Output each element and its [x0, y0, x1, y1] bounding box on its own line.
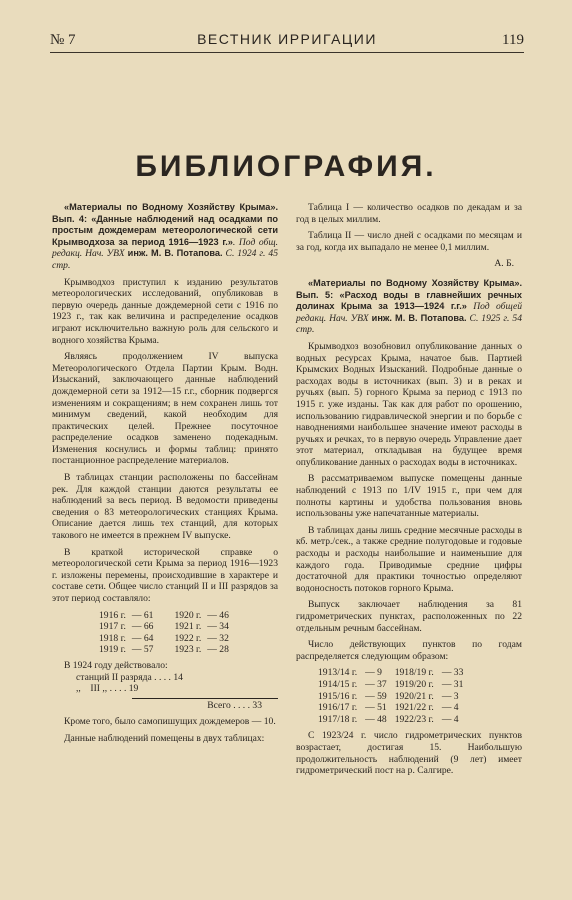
- table-cell: 1921/22 г.: [394, 702, 434, 714]
- table-cell: 1920 г.: [174, 609, 202, 621]
- table-row: [96, 633, 232, 645]
- table-cell: 1918 г.: [99, 632, 126, 644]
- table-cell: 1923 г.: [174, 644, 202, 656]
- table-cell: — 51: [365, 702, 387, 714]
- paragraph: В таблицах даны лишь средние месячные расходы в кб. метр./сек., а также средние полугодовые и годовые расходы и расходы наибольшие и наименьшие для каждого года. Приводимые средние цифры достаточной для практики точностью определяют водоносность потоков горного Крыма.: [296, 524, 522, 594]
- entry-2-title: «Материалы по Водному Хозяйству Крыма». Вып. 5: «Расход воды в главнейших речных долинах Крыма за 1913—1924 г.г.»: [296, 277, 522, 312]
- paragraph: Данные наблюдений помещены в двух таблицах:: [64, 732, 265, 744]
- table-row: [316, 714, 469, 726]
- table-cell: 1919 г.: [99, 644, 126, 656]
- table-cell: 1922/23 г.: [394, 713, 434, 725]
- table-row: [96, 621, 232, 633]
- stations-1924-heading: В 1924 году действовало:: [64, 659, 168, 671]
- journal-title: ВЕСТНИК ИРРИГАЦИИ: [197, 31, 377, 47]
- bibliography-entry-2: [296, 278, 522, 336]
- table-cell: 1922 г.: [174, 632, 202, 644]
- table-cell: — 4: [441, 702, 459, 714]
- table-cell: 1915/16 г.: [318, 690, 358, 702]
- left-column: [52, 202, 278, 750]
- table-cell: — 31: [441, 678, 464, 690]
- paragraph: Выпуск заключает наблюдения за 81 гидрометрических пунктах, расположенных по 22 отдельным речным бассейнам.: [296, 599, 522, 634]
- table-row: [316, 702, 469, 714]
- table-cell: 1913/14 г.: [318, 667, 358, 679]
- table-cell: — 9: [365, 667, 382, 679]
- table-cell: — 64: [131, 632, 154, 644]
- section-title: БИБЛИОГРАФИЯ.: [135, 150, 437, 183]
- issue-number: № 7: [50, 32, 76, 48]
- table-row: [316, 679, 469, 691]
- table-cell: 1919/20 г.: [394, 678, 434, 690]
- paragraph: Являясь продолжением IV выпуска Метеорологического Отдела Партии Крым. Водн. Изысканий, заключающего данные наблюдений дождемерной сети за 1912—15 г.г., сборник подвергся изменениям и сокращениям; в нем сохранен лишь тот минимум сведений, какой необходим для практических целей. Прежнее посуточное распределение осадков заменено подекадным. Изменения коснулись и формы таблиц: принято постанционное распределение материалов.: [52, 351, 278, 467]
- table-cell: — 61: [131, 609, 154, 621]
- table-cell: 1917/18 г.: [318, 713, 358, 725]
- entry-1-title: «Материалы по Водному Хозяйству Крыма». Вып. 4: «Данные наблюдений над осадками по простым дождемерам метеорологической сети Крымводхоза за период 1916—1923 г.»: [52, 202, 278, 247]
- table-cell: — 28: [207, 644, 229, 656]
- table-cell: — 59: [365, 690, 387, 702]
- table-cell: — 46: [207, 609, 229, 621]
- paragraph: Крымводхоз возобновил опубликование данных о водных ресурсах Крыма, начатое быв. Партией Крымских Водных Изысканий. Подробные данные о расходах воды в источниках (вып. 3) и в реках и ручьях (вып. 5) горного Крыма за период с 1913 по 1915 г. уже изданы. Так как для работ по орошению, использованию гидравлической энергии и по борьбе с наводнениями наибольшее значение имеют расходы в ручьях и речках, то в первую очередь Управление дает этот материал, откладывая на будущее время опубликование данных о расходах воды в источниках.: [296, 340, 522, 468]
- table-row: [96, 644, 232, 656]
- paragraph: В краткой исторической справке о метеорологической сети Крыма за период 1916—1923 г. изложены перемены, происходившие в характере и составе сети. Общее число станций II и III разрядов за этот период составляло:: [52, 546, 278, 604]
- table-cell: — 48: [365, 713, 387, 725]
- table-cell: — 3: [441, 690, 459, 702]
- table-cell: — 4: [441, 713, 459, 725]
- right-column: [296, 202, 522, 782]
- stations-class-3: ,, III ,, . . . . 19: [76, 683, 139, 695]
- table-cell: 1916 г.: [99, 609, 126, 621]
- table-cell: 1917 г.: [99, 621, 126, 633]
- gauging-points-by-year-table: [316, 667, 469, 725]
- table-cell: 1916/17 г.: [318, 702, 358, 714]
- table-row: [96, 610, 232, 622]
- table-cell: 1918/19 г.: [394, 667, 434, 679]
- table-cell: — 57: [131, 644, 154, 656]
- table-cell: — 34: [207, 621, 229, 633]
- page-header: [50, 28, 524, 53]
- paragraph: Кроме того, было самопишущих дождемеров — 10.: [64, 716, 276, 728]
- bibliography-entry-1: [52, 202, 278, 272]
- entry-1-editor: . Под общ. редакц. Нач. УВХ: [52, 236, 278, 260]
- table-cell: 1920/21 г.: [394, 690, 434, 702]
- table-cell: 1921 г.: [174, 621, 202, 633]
- table-cell: 1914/15 г.: [318, 678, 358, 690]
- table-cell: — 33: [441, 667, 464, 679]
- entry-2-editor-name: инж. М. В. Потапова.: [368, 312, 467, 323]
- table-row: [316, 691, 469, 703]
- table-row: [316, 667, 469, 679]
- paragraph: В таблицах станции расположены по бассейнам рек. Для каждой станции даются результаты ее наблюдений за весь период. В ведомости приведены сведения о 83 метеорологических станциях Крыма. Описание дается лишь тех станций, для которых такового не имеется в прежнем IV выпуске.: [52, 472, 278, 542]
- paragraph: Крымводхоз приступил к изданию результатов метеорологических исследований, опубликовав в первую очередь данные дождемерной сети с 1916 по 1923 г., так как величина и распределение осадков играют исключительно важную роль для сельского и водного хозяйства Крыма.: [52, 276, 278, 346]
- stations-by-year-table: [96, 610, 232, 656]
- table-cell: — 37: [365, 678, 387, 690]
- paragraph: С 1923/24 г. число гидрометрических пунктов возрастает, достигая 15. Наибольшую продолжительность наблюдений (9 лет) имеет гидрометрический пост на р. Салгире.: [296, 730, 522, 777]
- entry-2-editor: Под общей редакц. Нач. УВХ: [296, 301, 522, 324]
- table-cell: — 32: [207, 632, 229, 644]
- author-initials: А. Б.: [494, 258, 514, 270]
- entry-2-pub-info: С. 1925 г. 54 стр.: [296, 312, 522, 336]
- entry-1-editor-name: инж. М. В. Потапова.: [124, 248, 223, 259]
- stations-total: Всего . . . . 33: [132, 698, 278, 712]
- paragraph: Таблица II — число дней с осадками по месяцам и за год, когда их выпадало не менее 0,1 миллим.: [296, 230, 522, 253]
- page-number: 119: [502, 32, 524, 48]
- paragraph: Таблица I — количество осадков по декадам и за год в целых миллим.: [296, 202, 522, 225]
- entry-1-pub-info: С. 1924 г. 45 стр.: [52, 248, 278, 271]
- paragraph: В рассматриваемом выпуске помещены данные наблюдений с 1913 по 1/IV 1915 г., при чем для полноты картины и удобства пользования вновь использованы уже напечатанные материалы.: [296, 473, 522, 520]
- stations-class-2: станций II разряда . . . . 14: [76, 671, 183, 683]
- table-cell: — 66: [131, 621, 154, 633]
- paragraph: Число действующих пунктов по годам распределяется следующим образом:: [296, 639, 522, 662]
